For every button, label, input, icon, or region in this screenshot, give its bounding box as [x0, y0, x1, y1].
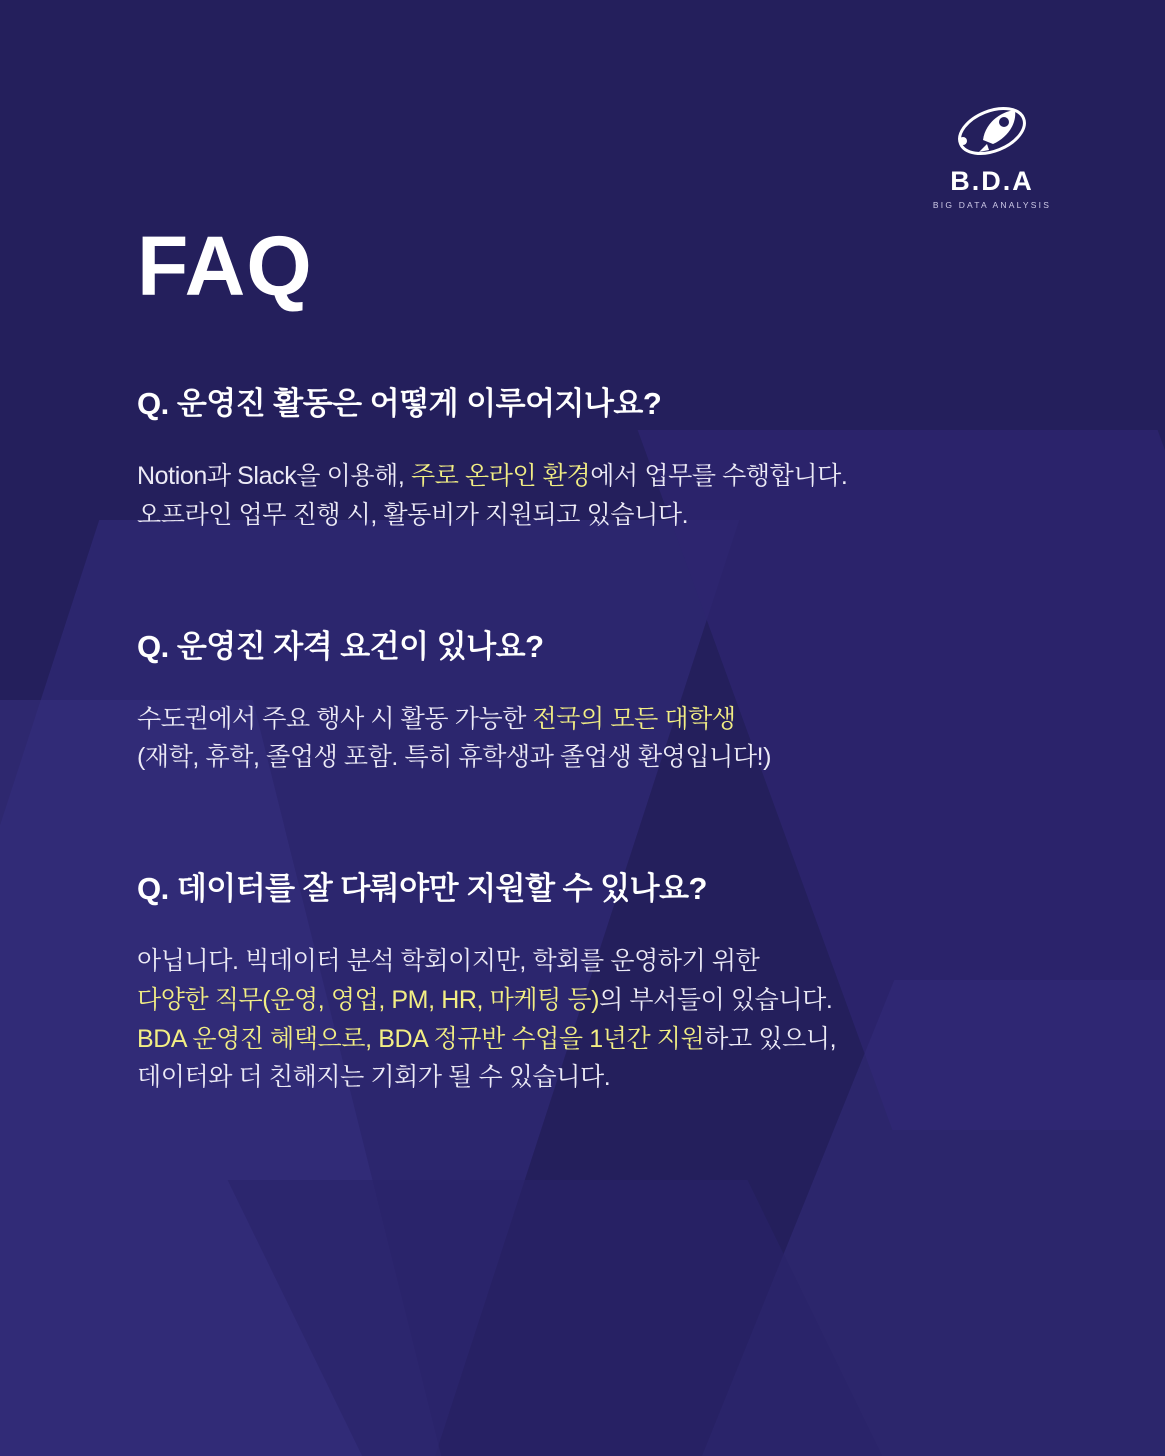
faq-answer-highlight: 주로 온라인 환경: [410, 462, 591, 490]
logo-wordmark: B.D.A: [950, 166, 1034, 196]
bda-logo: [927, 100, 1057, 210]
logo-subtitle: BIG DATA ANALYSIS: [932, 200, 1052, 210]
faq-answer-text: 의 부서들이 있습니다.: [599, 985, 833, 1014]
faq-question: Q. 데이터를 잘 다뤄야만 지원할 수 있나요?: [137, 871, 707, 906]
faq-question: Q. 운영진 활동은 어떻게 이루어지나요?: [137, 386, 662, 421]
faq-list: [137, 378, 1067, 1097]
faq-answer-text: 데이터와 더 친해지는 기회가 될 수 있습니다.: [137, 1063, 611, 1092]
faq-item: [137, 378, 1067, 535]
faq-answer-text: Notion과 Slack을 이용해,: [137, 462, 411, 490]
faq-answer: [137, 942, 1067, 1097]
faq-answer-highlight: BDA 운영진 혜택으로, BDA 정규반 수업을 1년간 지원: [137, 1024, 705, 1053]
faq-question: Q. 운영진 자격 요건이 있나요?: [137, 628, 544, 664]
faq-answer-text: 에서 업무를 수행합니다.: [590, 462, 848, 490]
faq-answer-highlight: 전국의 모든 대학생: [532, 704, 736, 733]
faq-answer-text: (재학, 휴학, 졸업생 포함. 특히 휴학생과 졸업생 환영입니다!): [137, 743, 772, 772]
faq-answer-text: 수도권에서 주요 행사 시 활동 가능한: [137, 704, 533, 733]
faq-answer-text: 아닙니다. 빅데이터 분석 학회이지만, 학회를 운영하기 위한: [137, 947, 760, 975]
rocket-orbit-icon: [927, 100, 1057, 162]
faq-answer: [137, 457, 1067, 535]
faq-answer-text: 오프라인 업무 진행 시, 활동비가 지원되고 있습니다.: [137, 500, 689, 529]
faq-answer: [137, 700, 1067, 778]
faq-item: [137, 863, 1067, 1097]
faq-answer-text: 하고 있으니,: [704, 1024, 837, 1053]
faq-item: [137, 621, 1067, 778]
page-title: FAQ: [137, 219, 313, 314]
faq-answer-highlight: 다양한 직무(운영, 영업, PM, HR, 마케팅 등): [137, 985, 600, 1014]
